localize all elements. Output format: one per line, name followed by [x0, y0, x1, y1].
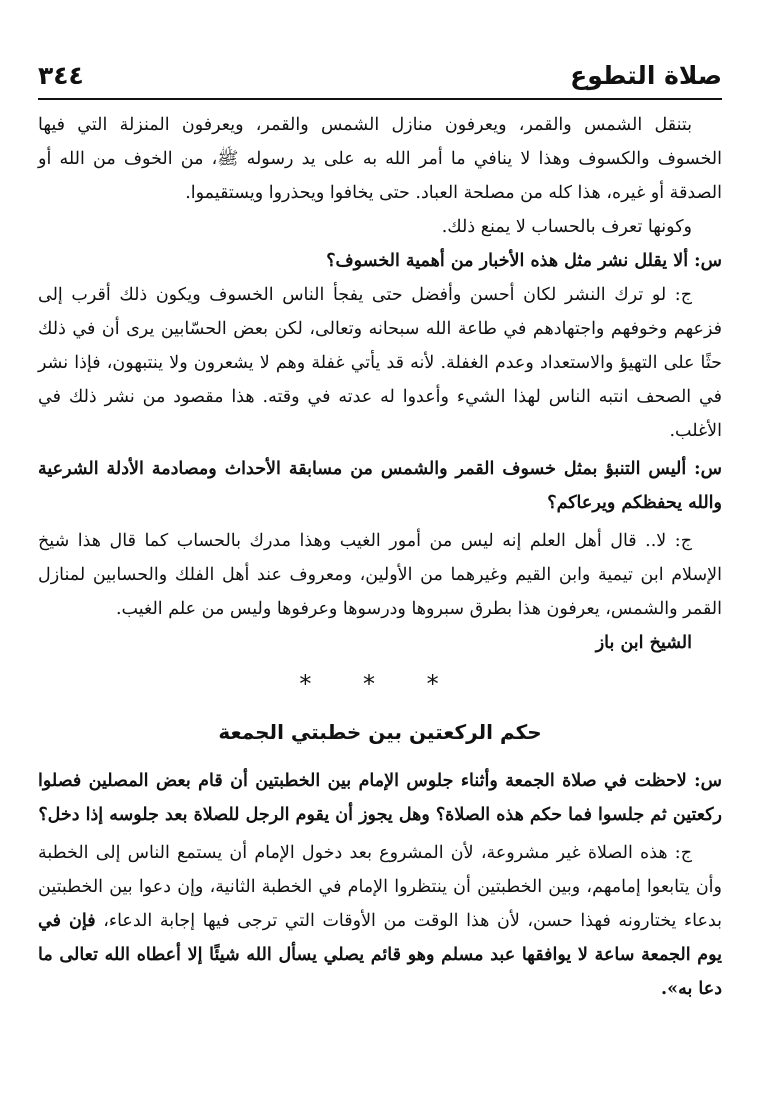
- answer-two-rakahs: [38, 836, 722, 1006]
- paragraph-continuation: بتنقل الشمس والقمر، ويعرفون منازل الشمس والقمر، ويعرفون المنزلة التي فيها الخسوف والكسوف وهذا لا ينافي ما أمر الله به على يد رسوله ﷺ، من الخوف من الله أو الصدقة أو غيره، هذا كله من مصلحة العباد. حتى يخافوا ويحذروا ويستقيموا.: [38, 115, 722, 203]
- question-prediction: س: أليس التنبؤ بمثل خسوف القمر والشمس من مسابقة الأحداث ومصادمة الأدلة الشرعية والله يحفظكم ويرعاكم؟: [38, 459, 722, 513]
- answer-two-rakahs-text: ج: هذه الصلاة غير مشروعة، لأن المشروع بعد دخول الإمام أن يستمع الناس إلى الخطبة وأن يتابعوا إمامهم، وبين الخطبتين أن ينتظروا الإمام في الخطبة الثانية، وإن دعوا بين الخطبتين بدعاء يختارونه فهذا حسن، لأن هذا الوقت من الأوقات التي ترجى فيها إجابة الدعاء،: [38, 843, 723, 931]
- book-page: [38, 50, 722, 1006]
- hadith-quote: فإن في يوم الجمعة ساعة لا يوافقها عبد مسلم وهو قائم يصلي يسأل الله شيئًا إلا أعطاه الله تعالى ما دعا به».: [38, 911, 722, 999]
- signature: الشيخ ابن باز: [595, 633, 692, 653]
- body-text: [38, 108, 722, 1006]
- section-title: حكم الركعتين بين خطبتي الجمعة: [218, 720, 542, 744]
- page-number: ٣٤٤: [38, 61, 84, 90]
- paragraph-calculation: وكونها تعرف بالحساب لا يمنع ذلك.: [441, 217, 692, 237]
- section-separator: * * *: [299, 670, 461, 698]
- question-two-rakahs: س: لاحظت في صلاة الجمعة وأثناء جلوس الإمام بين الخطبتين أن قام بعض المصلين فصلوا ركعتين ثم جلسوا فما حكم هذه الصلاة؟ وهل يجوز أن يقوم الرجل للصلاة بعد جلوسه إذا دخل؟: [38, 771, 722, 825]
- section-name: صلاة التطوع: [570, 61, 722, 90]
- answer-prediction: ج: لا.. قال أهل العلم إنه ليس من أمور الغيب وهذا مدرك بالحساب كما قال هذا شيخ الإسلام ابن تيمية وابن القيم وغيرهما من الأولين، ومعروف عند أهل الفلك والحسابين لمنازل القمر والشمس، يعرفون هذا بطرق سبروها ودرسوها وعرفوها وليس من علم الغيب.: [38, 531, 722, 619]
- running-head: [38, 50, 722, 100]
- answer-publishing: ج: لو ترك النشر لكان أحسن وأفضل حتى يفجأ الناس الخسوف ويكون ذلك أقرب إلى فزعهم وخوفهم واجتهادهم في طاعة الله سبحانه وتعالى، لكن بعض الحسّابين يرى أن في ذلك حثًا على التهيؤ والاستعداد وعدم الغفلة. لأنه قد يأتي غفلة وهم لا يشعرون ولا ينتبهون، فإذا نشر في الصحف انتبه الناس لهذا الشيء وأعدوا له عدته في وقته. هذا مقصود من نشر ذلك في الأغلب.: [38, 285, 722, 441]
- question-publishing: س: ألا يقلل نشر مثل هذه الأخبار من أهمية الخسوف؟: [326, 251, 722, 271]
